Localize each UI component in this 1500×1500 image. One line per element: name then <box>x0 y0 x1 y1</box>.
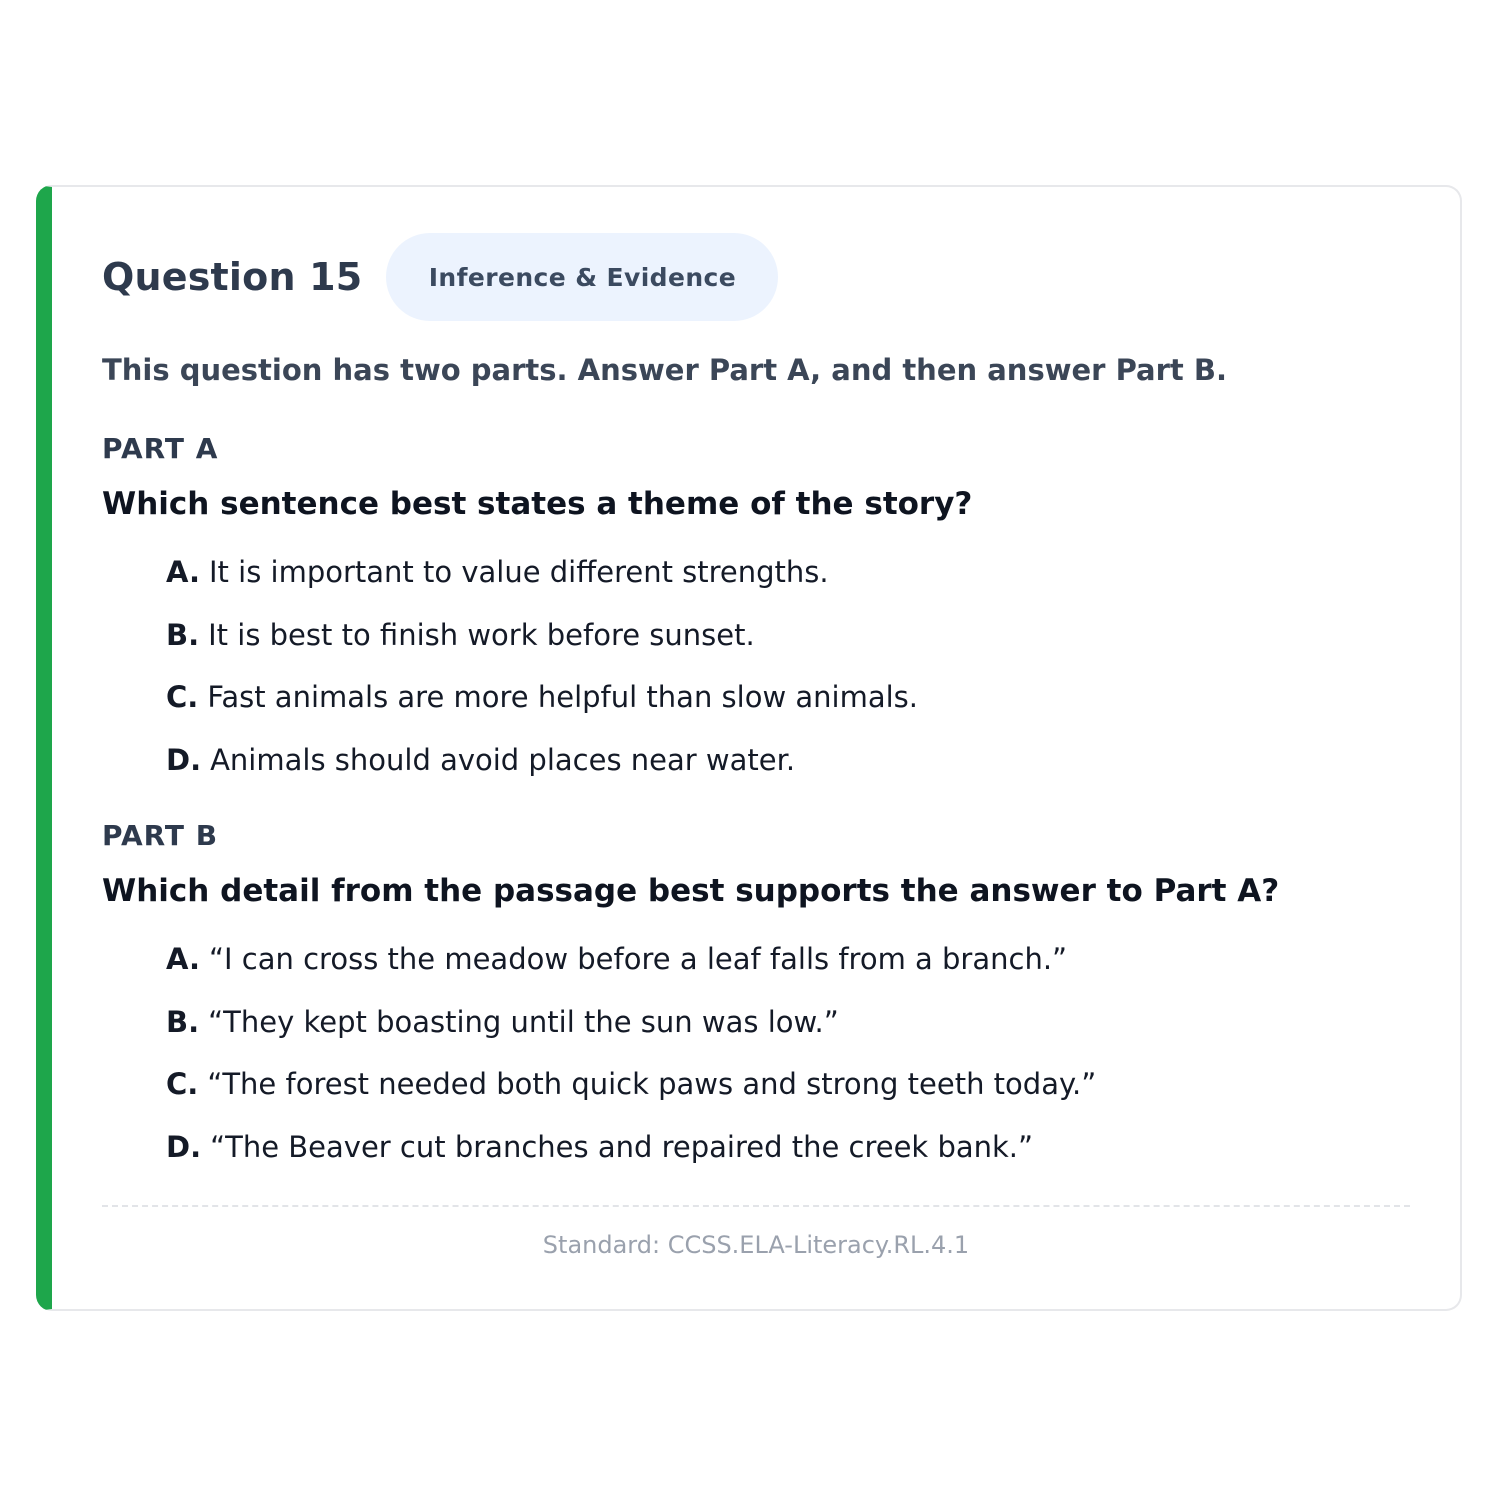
footer-divider <box>102 1205 1410 1207</box>
option-text: “The Beaver cut branches and repaired the creek bank.” <box>210 1129 1034 1164</box>
question-card <box>36 185 1462 1311</box>
question-title: Question 15 <box>102 255 363 299</box>
part-b-option-d[interactable] <box>166 1116 1096 1179</box>
option-text: “The forest needed both quick paws and strong teeth today.” <box>207 1067 1097 1102</box>
option-letter: D. <box>166 1129 202 1164</box>
part-a-option-b[interactable] <box>166 604 918 667</box>
part-b-question: Which detail from the passage best supports the answer to Part A? <box>102 873 1280 909</box>
part-b-option-b[interactable] <box>166 991 1096 1054</box>
part-a-option-a[interactable] <box>166 541 918 604</box>
part-b-label: PART B <box>102 819 219 852</box>
part-a-options <box>166 541 918 791</box>
option-letter: A. <box>166 942 200 977</box>
part-a-option-d[interactable] <box>166 729 918 792</box>
skill-tag: Inference & Evidence <box>386 233 778 321</box>
part-a-option-c[interactable] <box>166 666 918 729</box>
option-letter: B. <box>166 617 200 652</box>
option-text: It is important to value different strengths. <box>209 555 829 590</box>
option-letter: B. <box>166 1004 200 1039</box>
question-instructions: This question has two parts. Answer Part A, and then answer Part B. <box>102 353 1227 387</box>
option-text: Animals should avoid places near water. <box>210 742 796 777</box>
option-letter: D. <box>166 742 202 777</box>
part-b-options <box>166 928 1096 1178</box>
option-letter: A. <box>166 555 200 590</box>
option-letter: C. <box>166 680 199 715</box>
standard-label: Standard: CCSS.ELA-Literacy.RL.4.1 <box>542 1231 970 1259</box>
part-a-label: PART A <box>102 432 219 465</box>
option-text: “I can cross the meadow before a leaf falls from a branch.” <box>209 942 1068 977</box>
question-header <box>102 233 778 321</box>
part-b-option-a[interactable] <box>166 928 1096 991</box>
question-card-content <box>102 187 1410 1309</box>
part-a-question: Which sentence best states a theme of the story? <box>102 486 973 522</box>
option-text: It is best to finish work before sunset. <box>208 617 755 652</box>
option-letter: C. <box>166 1067 199 1102</box>
option-text: Fast animals are more helpful than slow animals. <box>207 680 918 715</box>
option-text: “They kept boasting until the sun was low.” <box>208 1004 839 1039</box>
part-b-option-c[interactable] <box>166 1053 1096 1116</box>
